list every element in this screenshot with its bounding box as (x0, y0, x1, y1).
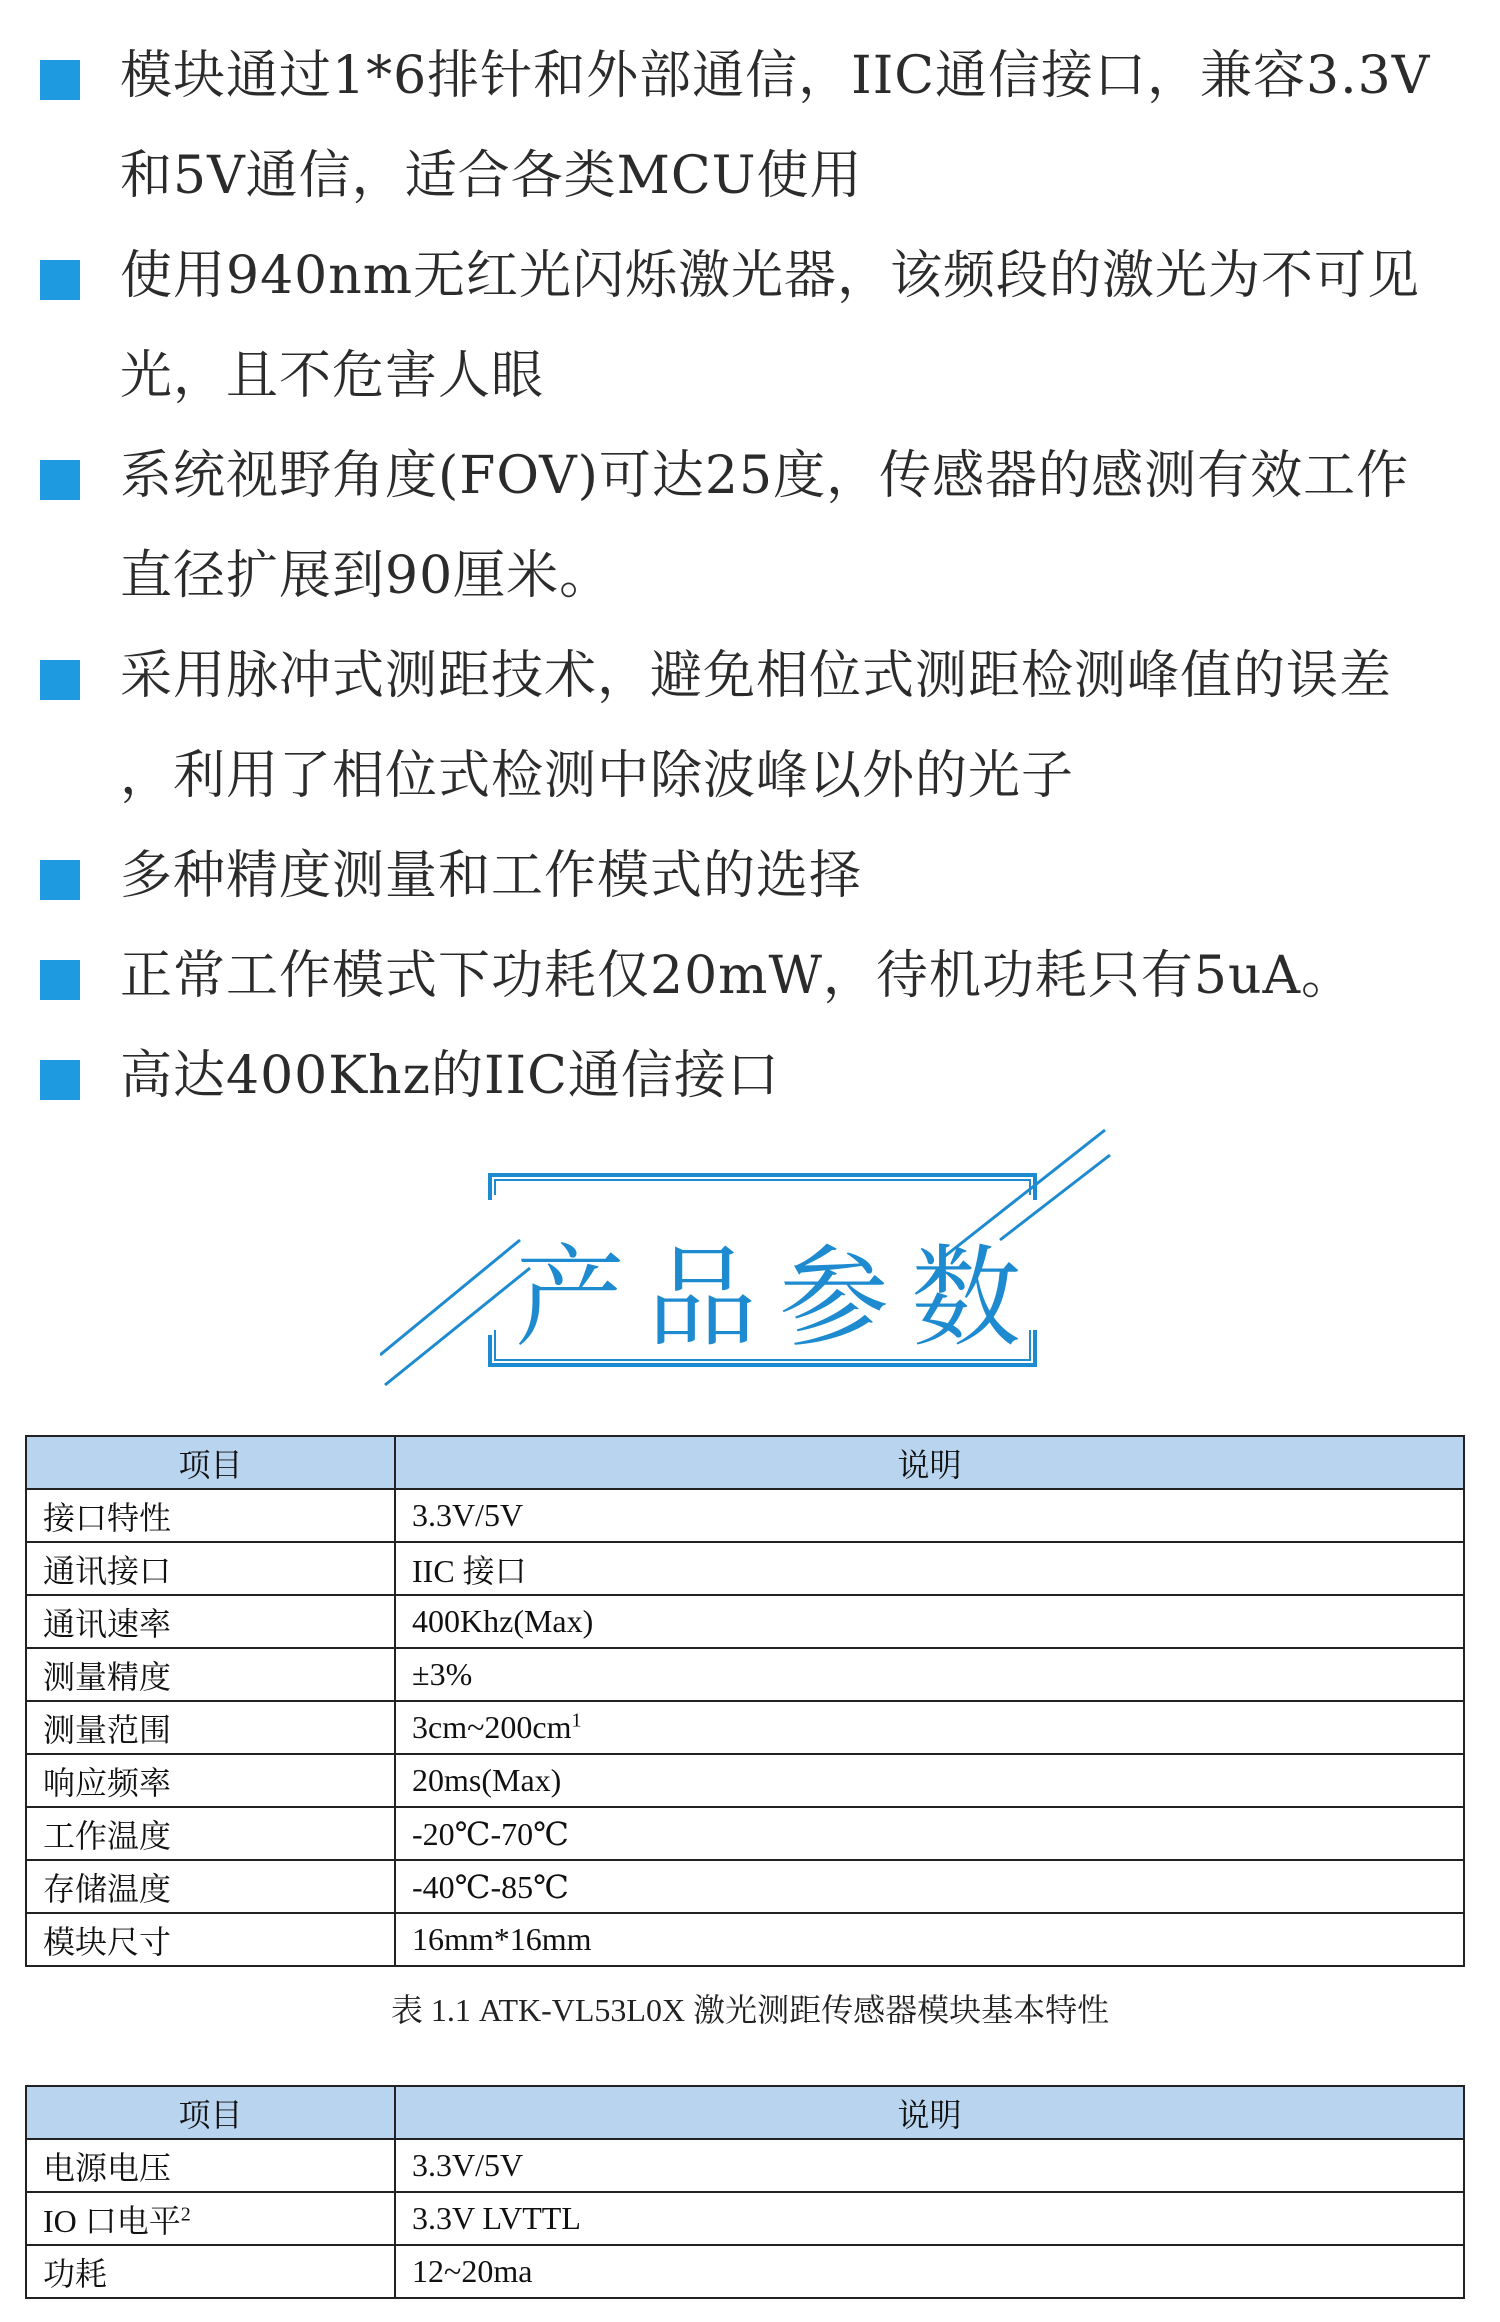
table-row (26, 1860, 1464, 1913)
square-bullet-icon (40, 460, 80, 500)
section-title: 产品参数 (515, 1234, 1043, 1362)
table-cell: 响应频率 (26, 1754, 395, 1807)
feature-text: 模块通过1*6排针和外部通信，IIC通信接口，兼容3.3V (120, 46, 1431, 106)
table-header-row (26, 2086, 1464, 2139)
feature-text: 高达400Khz的IIC通信接口 (120, 1046, 780, 1106)
table-row (26, 1701, 1464, 1754)
table-cell: 工作温度 (26, 1807, 395, 1860)
table-row (26, 1754, 1464, 1807)
table-cell: 3.3V/5V (395, 1489, 1464, 1542)
square-bullet-icon (40, 860, 80, 900)
feature-text: ，利用了相位式检测中除波峰以外的光子 (120, 746, 1075, 806)
table-cell: ±3% (395, 1648, 1464, 1701)
table-cell: 3.3V/5V (395, 2139, 1464, 2192)
square-bullet-icon (40, 960, 80, 1000)
footnote-marker: 2 (180, 2202, 191, 2225)
table-cell: 400Khz(Max) (395, 1595, 1464, 1648)
feature-item (120, 26, 1470, 226)
table-row (26, 2245, 1464, 2298)
table-caption: 表 1.1 ATK-VL53L0X 激光测距传感器模块基本特性 (390, 1992, 1110, 2028)
feature-item (120, 826, 1470, 926)
feature-text: 直径扩展到90厘米。 (120, 546, 613, 606)
table-row (26, 1489, 1464, 1542)
square-bullet-icon (40, 660, 80, 700)
table-cell: 20ms(Max) (395, 1754, 1464, 1807)
io-level-label: IO 口电平 (43, 2202, 181, 2239)
table-cell: 测量范围 (26, 1701, 395, 1754)
table-header: 项目 (26, 1436, 395, 1489)
table-row (26, 1595, 1464, 1648)
square-bullet-icon (40, 260, 80, 300)
feature-item (120, 926, 1470, 1026)
table-cell: 接口特性 (26, 1489, 395, 1542)
table-cell: -40℃-85℃ (395, 1860, 1464, 1913)
square-bullet-icon (40, 60, 80, 100)
feature-text: 正常工作模式下功耗仅20mW，待机功耗只有5uA。 (120, 946, 1355, 1006)
section-title-banner (380, 1120, 1120, 1410)
feature-item (120, 626, 1470, 826)
table-cell: 电源电压 (26, 2139, 395, 2192)
footnote-marker: 1 (571, 1709, 582, 1732)
table-row (26, 2139, 1464, 2192)
spec-table-electrical (25, 2085, 1465, 2299)
feature-text: 使用940nm无红光闪烁激光器，该频段的激光为不可见 (120, 246, 1421, 306)
table-cell: 3.3V LVTTL (395, 2192, 1464, 2245)
table-header: 说明 (395, 2086, 1464, 2139)
table-row (26, 1648, 1464, 1701)
table-cell (26, 2192, 395, 2245)
square-bullet-icon (40, 1060, 80, 1100)
table-cell: 存储温度 (26, 1860, 395, 1913)
feature-item (120, 426, 1470, 626)
feature-item (120, 226, 1470, 426)
spec-table-basic (25, 1435, 1465, 1967)
table-row (26, 1807, 1464, 1860)
feature-text: 和5V通信，适合各类MCU使用 (120, 146, 863, 206)
table-cell: 测量精度 (26, 1648, 395, 1701)
table-cell: 功耗 (26, 2245, 395, 2298)
feature-text: 多种精度测量和工作模式的选择 (120, 846, 863, 906)
table-header-row (26, 1436, 1464, 1489)
table-cell: IIC 接口 (395, 1542, 1464, 1595)
table-cell: 通讯接口 (26, 1542, 395, 1595)
feature-text: 光，且不危害人眼 (120, 346, 545, 406)
table-cell (395, 1701, 1464, 1754)
table-cell: 12~20ma (395, 2245, 1464, 2298)
table-row (26, 1542, 1464, 1595)
table-cell: 16mm*16mm (395, 1913, 1464, 1966)
table-row (26, 2192, 1464, 2245)
table-header: 项目 (26, 2086, 395, 2139)
table-cell: 模块尺寸 (26, 1913, 395, 1966)
range-value: 3cm~200cm (412, 1709, 572, 1745)
table-header: 说明 (395, 1436, 1464, 1489)
table-row (26, 1913, 1464, 1966)
table-cell: 通讯速率 (26, 1595, 395, 1648)
feature-item (120, 1026, 1470, 1126)
feature-text: 系统视野角度(FOV)可达25度，传感器的感测有效工作 (120, 446, 1410, 506)
feature-text: 采用脉冲式测距技术，避免相位式测距检测峰值的误差 (120, 646, 1393, 706)
table-cell: -20℃-70℃ (395, 1807, 1464, 1860)
